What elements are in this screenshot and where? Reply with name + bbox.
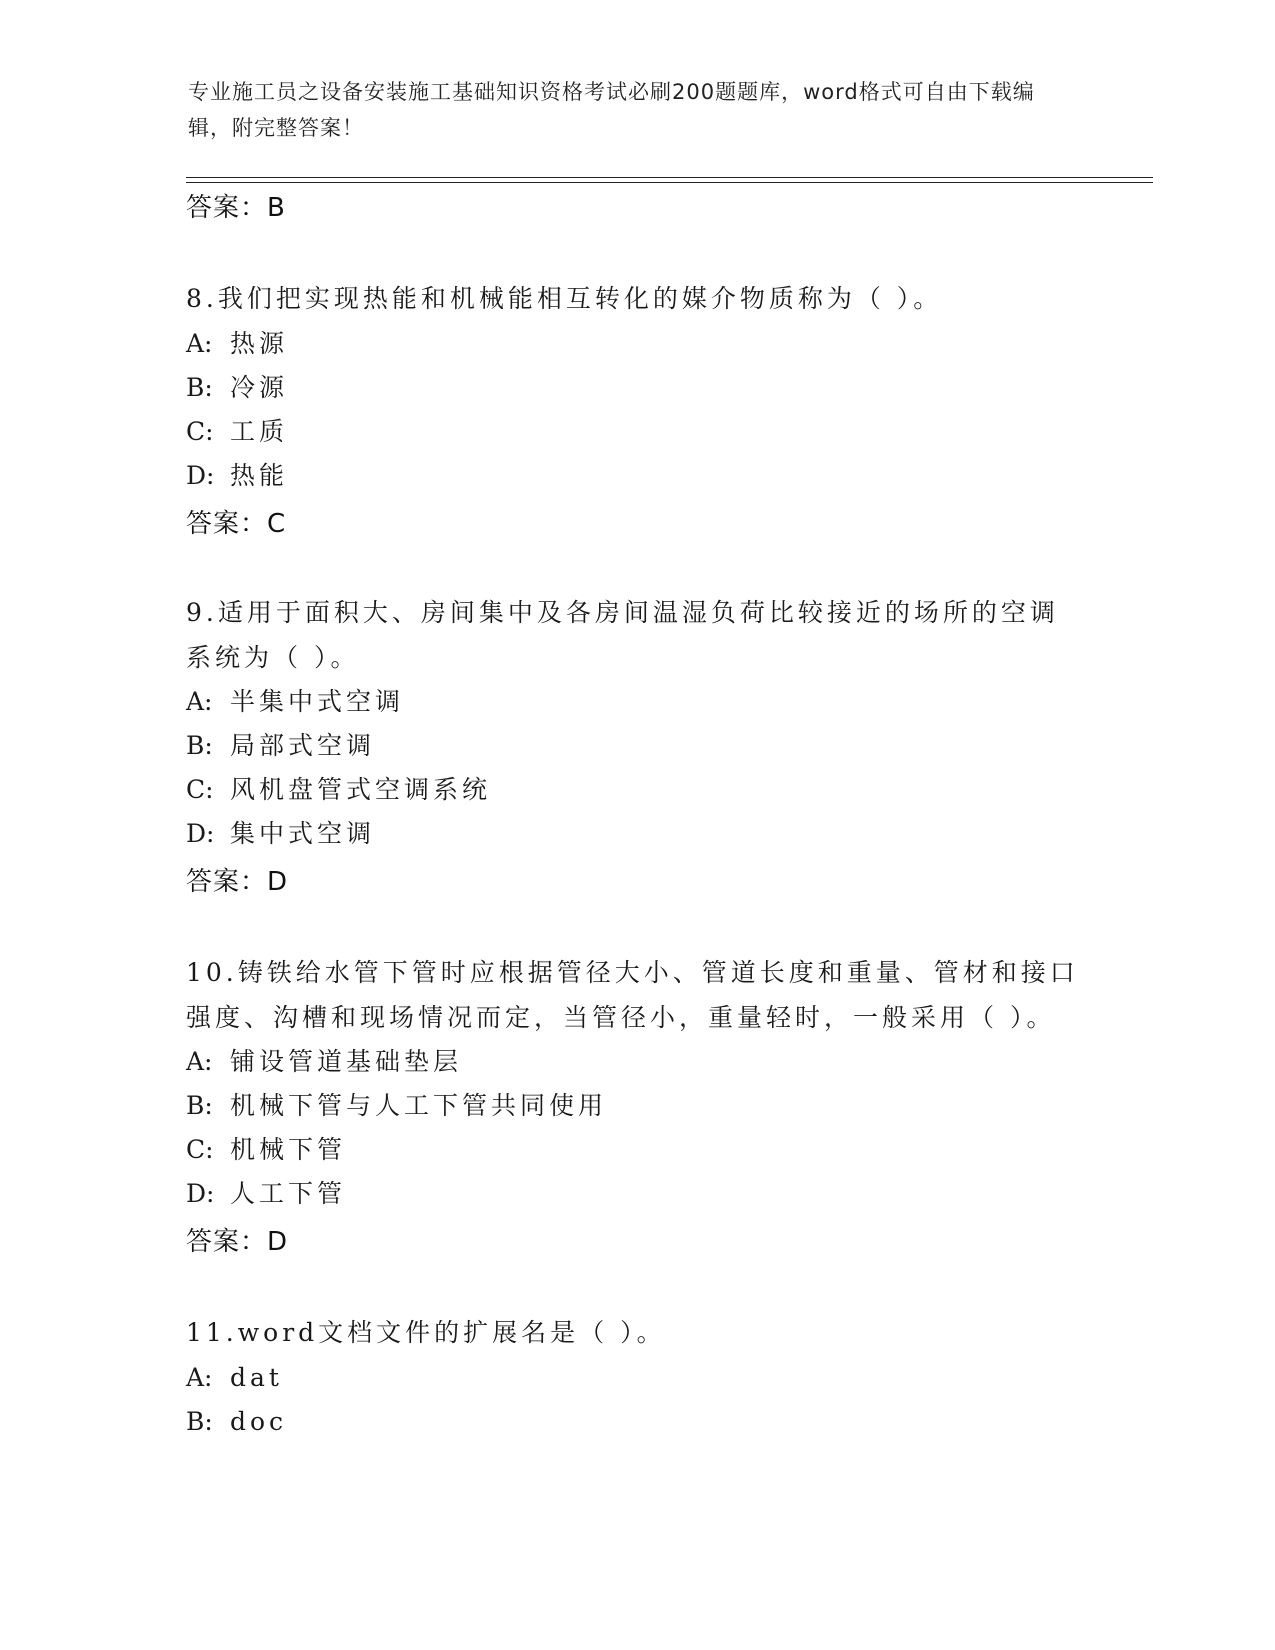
option-text: 机械下管与人工下管共同使用 <box>230 1091 608 1120</box>
option-text: 集中式空调 <box>230 819 376 848</box>
question-9-option-d <box>186 818 375 850</box>
question-10-option-a <box>186 1046 462 1078</box>
option-letter: A: <box>186 687 213 716</box>
option-letter: B: <box>186 1091 213 1120</box>
question-9-option-b <box>186 730 375 762</box>
option-text: dat <box>230 1363 283 1392</box>
option-letter: D: <box>186 819 215 848</box>
question-11-stem: 11.word文档文件的扩展名是（ ）。 <box>186 1318 666 1347</box>
option-letter: D: <box>186 461 215 490</box>
answer-prev: 答案：B <box>186 193 286 223</box>
option-letter: B: <box>186 731 213 760</box>
option-text: 冷源 <box>230 373 289 402</box>
question-8-option-c <box>186 416 288 448</box>
question-8-answer: 答案：C <box>186 509 287 539</box>
question-9-answer: 答案：D <box>186 867 289 897</box>
question-9-stem: 9.适用于面积大、房间集中及各房间温湿负荷比较接近的场所的空调系统为（ ）。 <box>186 598 1059 672</box>
question-9-option-c <box>186 774 491 806</box>
option-text: 机械下管 <box>230 1135 347 1164</box>
option-letter: C: <box>186 775 214 804</box>
option-letter: A: <box>186 1363 213 1392</box>
question-10-option-d <box>186 1178 346 1210</box>
option-text: doc <box>230 1407 288 1436</box>
option-letter: C: <box>186 1135 214 1164</box>
header-rule-top <box>186 177 1153 178</box>
option-letter: A: <box>186 1047 213 1076</box>
question-10-option-b <box>186 1090 607 1122</box>
question-10-option-c <box>186 1134 346 1166</box>
question-8-option-a <box>186 328 288 360</box>
option-text: 局部式空调 <box>230 731 376 760</box>
question-10-stem: 10.铸铁给水管下管时应根据管径大小、管道长度和重量、管材和接口强度、沟槽和现场情况而定，当管径小，重量轻时，一般采用（ ）。 <box>186 958 1079 1032</box>
option-text: 铺设管道基础垫层 <box>230 1047 463 1076</box>
option-letter: D: <box>186 1179 215 1208</box>
header-rule-bottom <box>186 182 1153 183</box>
question-9-option-a <box>186 686 404 718</box>
option-text: 人工下管 <box>230 1179 347 1208</box>
document-header: 专业施工员之设备安装施工基础知识资格考试必刷200题题库，word格式可自由下载编辑，附完整答案！ <box>188 80 1035 140</box>
option-text: 风机盘管式空调系统 <box>230 775 492 804</box>
option-letter: B: <box>186 1407 213 1436</box>
question-11-option-b <box>186 1406 287 1438</box>
option-letter: C: <box>186 417 214 446</box>
option-text: 半集中式空调 <box>230 687 405 716</box>
question-10-answer: 答案：D <box>186 1227 289 1257</box>
option-letter: B: <box>186 373 213 402</box>
question-8-option-b <box>186 372 288 404</box>
question-8-option-d <box>186 460 288 492</box>
question-11-option-a <box>186 1362 283 1394</box>
option-text: 热能 <box>230 461 289 490</box>
question-8-stem: 8.我们把实现热能和机械能相互转化的媒介物质称为（ ）。 <box>186 284 943 313</box>
option-text: 热源 <box>230 329 289 358</box>
option-letter: A: <box>186 329 213 358</box>
option-text: 工质 <box>230 417 289 446</box>
